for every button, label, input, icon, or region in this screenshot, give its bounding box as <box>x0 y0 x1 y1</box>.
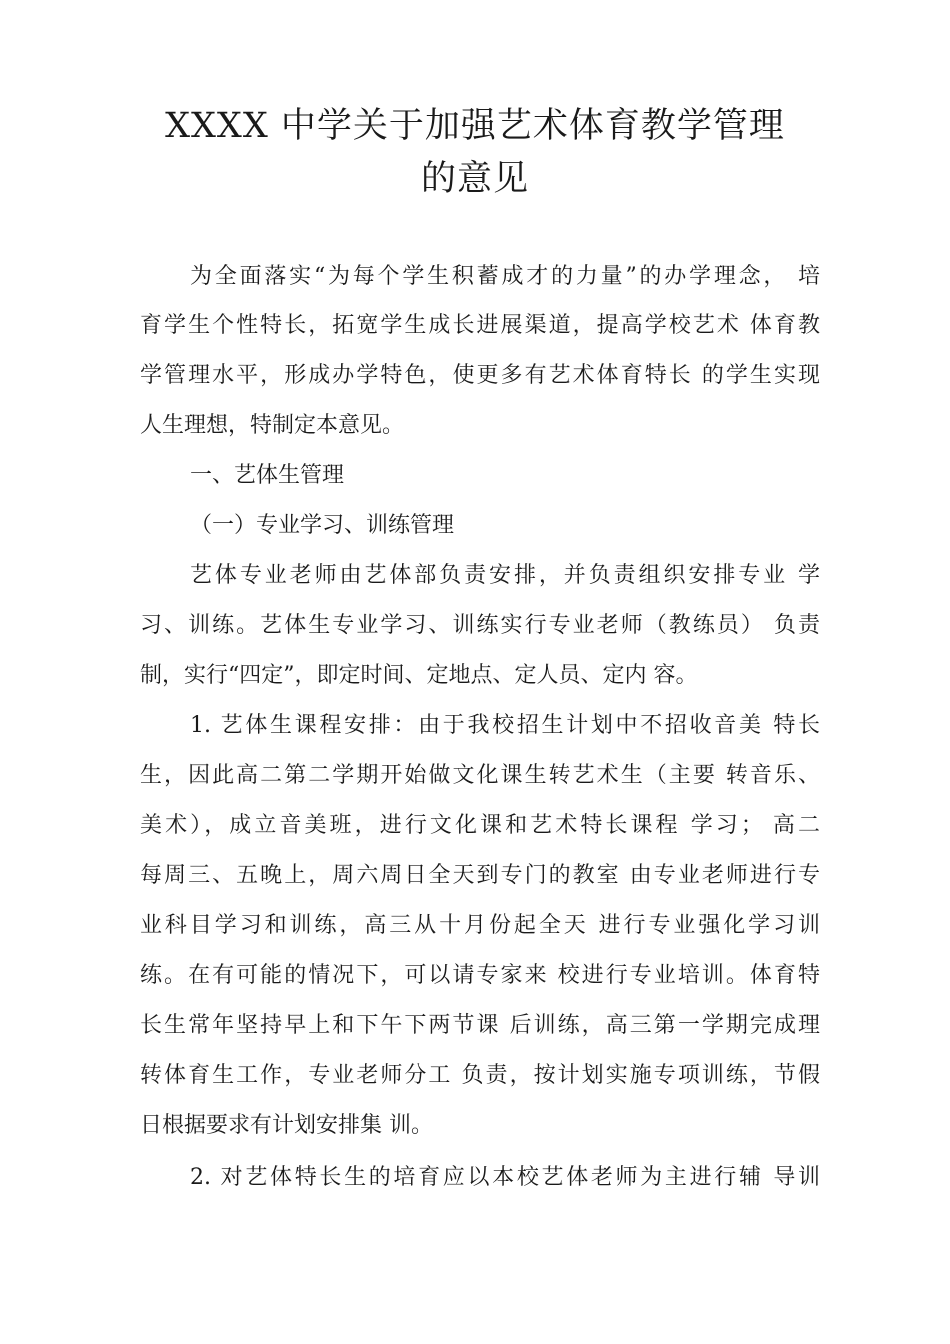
body-line: 转体育生工作，专业老师分工 负责，按计划实施专项训练，节假 <box>140 1063 820 1088</box>
body-line: 艺体专业老师由艺体部负责安排，并负责组织安排专业 学 <box>190 563 820 588</box>
body-line: 长生常年坚持早上和下午下两节课 后训练，高三第一学期完成理 <box>140 1013 820 1038</box>
document-title-line-1: XXXX 中学关于加强艺术体育教学管理 <box>165 106 785 146</box>
section-heading: 一、艺体生管理 <box>190 463 345 488</box>
body-line: 每周三、五晚上，周六周日全天到专门的教室 由专业老师进行专 <box>140 863 820 888</box>
body-line: 日根据要求有计划安排集 训。 <box>140 1113 433 1138</box>
body-line: 习、训练。艺体生专业学习、训练实行专业老师（教练员） 负责 <box>140 613 820 638</box>
body-line: 美术），成立音美班，进行文化课和艺术特长课程 学习； 高二 <box>140 813 820 838</box>
document-title-line-2: 的意见 <box>420 159 529 199</box>
body-line: 育学生个性特长，拓宽学生成长进展渠道，提高学校艺术 体育教 <box>140 313 820 338</box>
subsection-heading: （一）专业学习、训练管理 <box>190 513 455 538</box>
body-line: 业科目学习和训练，高三从十月份起全天 进行专业强化学习训 <box>140 913 820 938</box>
body-line: 练。在有可能的情况下，可以请专家来 校进行专业培训。体育特 <box>140 963 820 988</box>
body-line: 为全面落实“为每个学生积蓄成才的力量”的办学理念， 培 <box>190 264 820 289</box>
body-line: 学管理水平，形成办学特色，使更多有艺术体育特长 的学生实现 <box>140 363 820 388</box>
body-line: 制，实行“四定”，即定时间、定地点、定人员、定内 容。 <box>140 663 698 688</box>
body-line: 人生理想，特制定本意见。 <box>140 413 405 438</box>
body-line: 2. 对艺体特长生的培育应以本校艺体老师为主进行辅 导训 <box>190 1165 820 1190</box>
body-line: 生，因此高二第二学期开始做文化课生转艺术生（主要 转音乐、 <box>140 763 820 788</box>
body-line: 1. 艺体生课程安排：由于我校招生计划中不招收音美 特长 <box>190 713 820 738</box>
